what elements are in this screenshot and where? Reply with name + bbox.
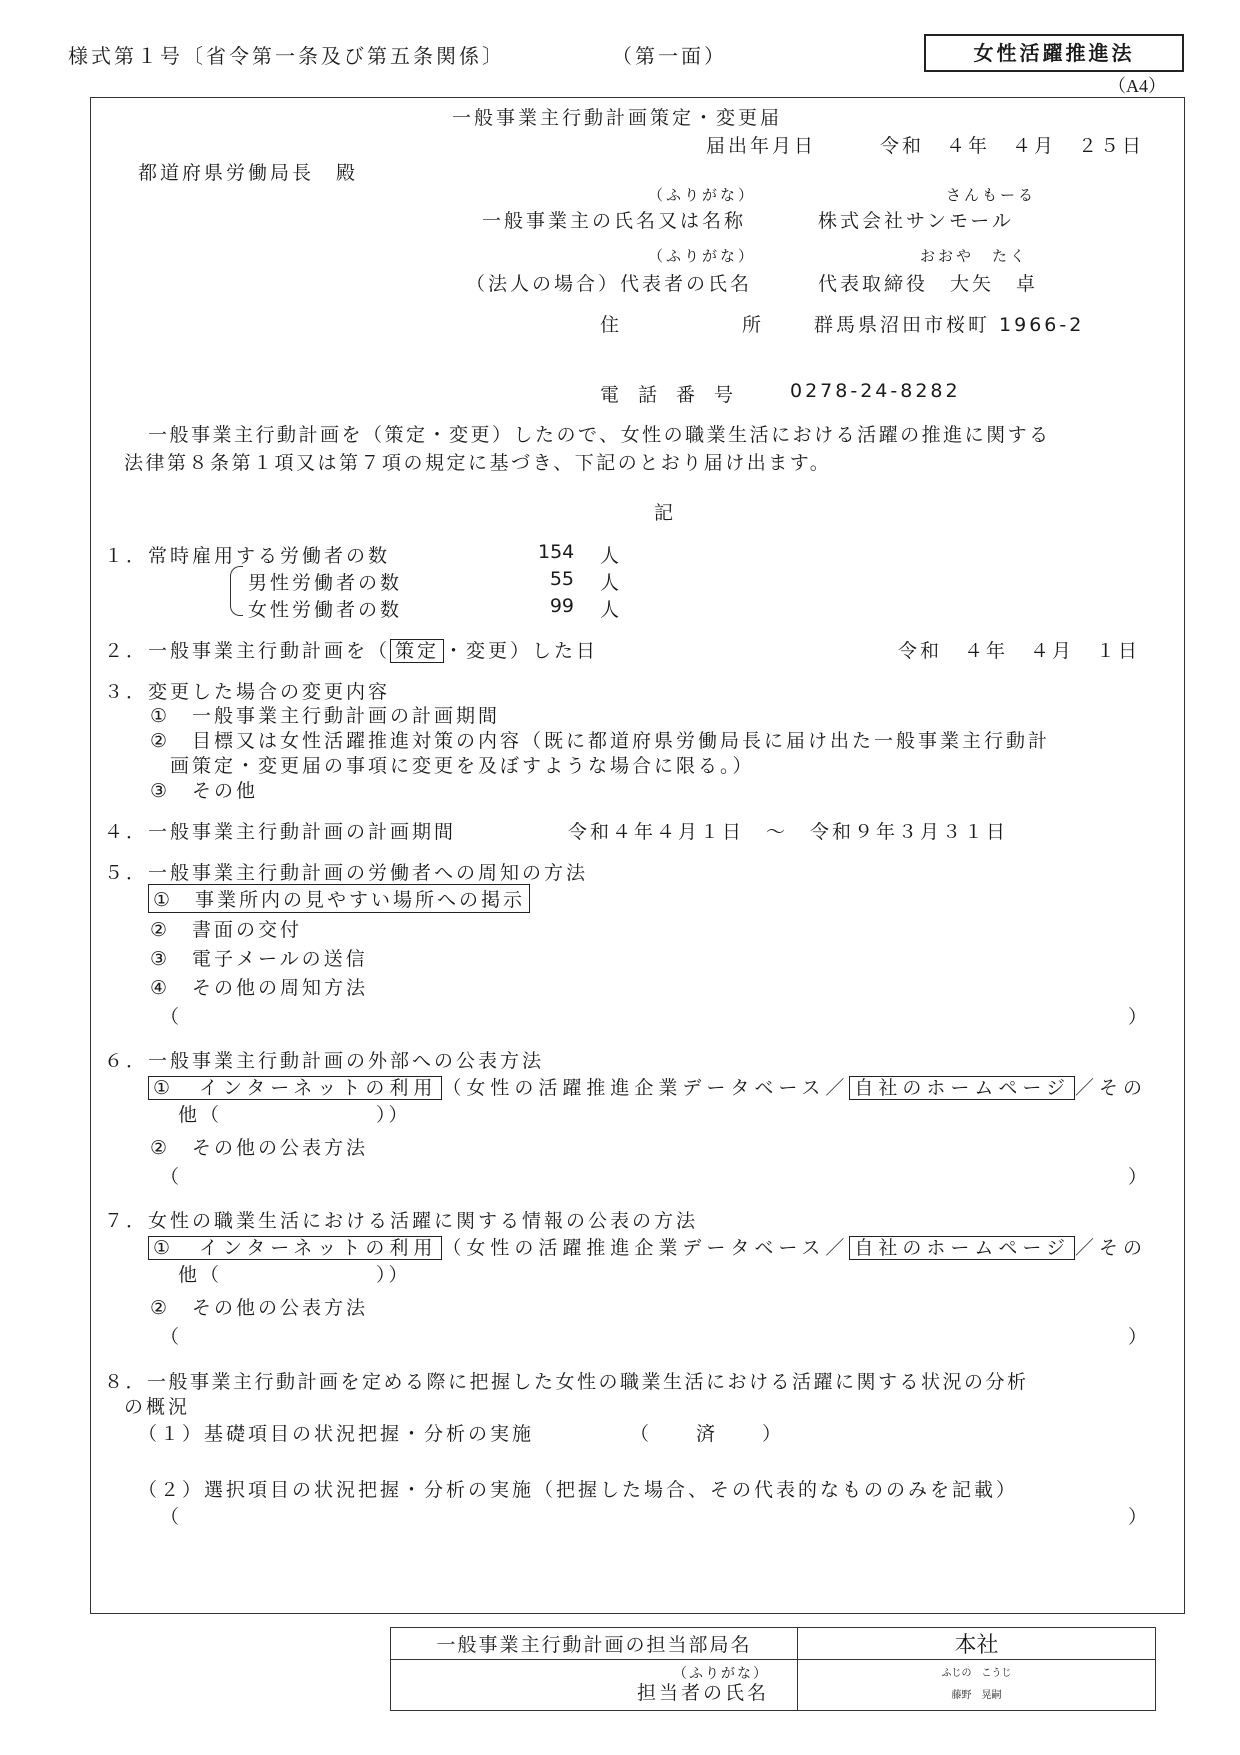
date-label: 届出年月日 bbox=[706, 135, 817, 157]
person-label-cell bbox=[391, 1660, 798, 1711]
item7-other-tail: ／その bbox=[1075, 1237, 1148, 1259]
item7-paren-close: ） bbox=[1128, 1326, 1148, 1348]
workers-brace bbox=[230, 566, 243, 616]
person-label: 担当者の氏名 bbox=[636, 1682, 769, 1704]
body-line-2: 法律第８条第１項又は第７項の規定に基づき、下記のとおり届け出ます。 bbox=[124, 452, 832, 474]
item5-opt1: ① 事業所内の見やすい場所への掲示 bbox=[148, 884, 530, 913]
paper-size: （A4） bbox=[1108, 76, 1166, 96]
item5-paren-close: ） bbox=[1128, 1006, 1148, 1028]
person-furigana-label: （ふりがな） bbox=[673, 1666, 769, 1682]
item6-paren-close: ） bbox=[1128, 1166, 1148, 1188]
address-label-2: 所 bbox=[742, 314, 762, 336]
item7-own-hp: 自社のホームページ bbox=[849, 1236, 1075, 1260]
furigana-label-rep: （ふりがな） bbox=[648, 247, 757, 265]
person-furigana: ふじの こうじ bbox=[941, 1668, 1012, 1679]
body-line-1: 一般事業主行動計画を（策定・変更）したので、女性の職業生活における活躍の推進に関する bbox=[148, 424, 1051, 446]
item3-opt2-line2: 画策定・変更届の事項に変更を及ぼすような場合に限る。） bbox=[170, 755, 755, 777]
item5-opt2: ② 書面の交付 bbox=[150, 919, 303, 941]
ki-mark: 記 bbox=[654, 502, 674, 524]
company-label: 一般事業主の氏名又は名称 bbox=[482, 210, 747, 232]
item7-other-line: 他（ ）） bbox=[178, 1264, 411, 1286]
item6-db-text: （女性の活躍推進企業データベース／ bbox=[442, 1077, 850, 1099]
item7-db-text: （女性の活躍推進企業データベース／ bbox=[442, 1237, 850, 1259]
addressee: 都道府県労働局長 殿 bbox=[138, 162, 359, 184]
item1-label: １．常時雇用する労働者の数 bbox=[104, 545, 391, 567]
item5-label: ５．一般事業主行動計画の労働者への周知の方法 bbox=[104, 862, 589, 884]
item3-opt2-line1: ② 目標又は女性活躍推進対策の内容（既に都道府県労働局長に届け出た一般事業主行動計 bbox=[150, 730, 1051, 752]
male-count: 55 bbox=[549, 568, 574, 590]
address-value: 群馬県沼田市桜町 1966-2 bbox=[814, 314, 1085, 336]
item6-paren-open: （ bbox=[160, 1166, 180, 1188]
item7-internet-line bbox=[148, 1233, 1147, 1260]
item8-paren-close: ） bbox=[1128, 1506, 1148, 1528]
item8-label-line2: の概況 bbox=[124, 1396, 191, 1418]
male-unit: 人 bbox=[600, 572, 620, 594]
item6-own-hp: 自社のホームページ bbox=[849, 1076, 1075, 1100]
item8-sub1-label: （１）基礎項目の状況把握・分析の実施 bbox=[138, 1423, 535, 1445]
form-face: （第一面） bbox=[612, 44, 727, 68]
item4-label: ４．一般事業主行動計画の計画期間 bbox=[104, 821, 457, 843]
item7-paren-open: （ bbox=[160, 1326, 180, 1348]
person-value-cell bbox=[798, 1660, 1156, 1711]
female-unit: 人 bbox=[600, 599, 620, 621]
item2-prefix: ２．一般事業主行動計画を（ bbox=[104, 640, 391, 662]
item3-label: ３．変更した場合の変更内容 bbox=[104, 681, 391, 703]
item7-opt2: ② その他の公表方法 bbox=[150, 1297, 369, 1319]
phone-value: 0278-24-8282 bbox=[790, 380, 961, 402]
item2-date: 令和 ４年 ４月 １日 bbox=[898, 640, 1141, 662]
form-number: 様式第１号〔省令第一条及び第五条関係〕 bbox=[68, 44, 505, 68]
item6-other-line: 他（ ）） bbox=[178, 1104, 411, 1126]
item6-opt2: ② その他の公表方法 bbox=[150, 1137, 369, 1159]
item2-line bbox=[104, 636, 598, 663]
item7-opt1: ① インターネットの利用 bbox=[148, 1236, 442, 1260]
date-value: 令和 ４年 ４月 ２５日 bbox=[880, 135, 1145, 157]
rep-label: （法人の場合）代表者の氏名 bbox=[466, 273, 753, 295]
item8-paren-open: （ bbox=[160, 1506, 180, 1528]
item4-period: 令和４年４月１日 ～ 令和９年３月３１日 bbox=[568, 821, 1009, 843]
dept-label: 一般事業主行動計画の担当部局名 bbox=[391, 1628, 798, 1660]
rep-furigana: おおや たく bbox=[920, 247, 1029, 265]
item7-label: ７．女性の職業生活における活躍に関する情報の公表の方法 bbox=[104, 1210, 699, 1232]
item8-label-line1: ８．一般事業主行動計画を定める際に把握した女性の職業生活における活躍に関する状況の分析 bbox=[104, 1371, 1029, 1393]
dept-value: 本社 bbox=[798, 1628, 1156, 1660]
item8-sub2-label: （２）選択項目の状況把握・分析の実施（把握した場合、その代表的なもののみを記載） bbox=[138, 1479, 1019, 1501]
item5-paren-open: （ bbox=[160, 1006, 180, 1028]
item5-opt4: ④ その他の周知方法 bbox=[150, 977, 369, 999]
company-furigana: さんもーる bbox=[946, 186, 1037, 204]
rep-name: 代表取締役 大矢 卓 bbox=[818, 273, 1039, 295]
item2-suffix: ・変更）した日 bbox=[444, 640, 599, 662]
item6-label: ６．一般事業主行動計画の外部への公表方法 bbox=[104, 1050, 545, 1072]
item3-opt1: ① 一般事業主行動計画の計画期間 bbox=[150, 705, 501, 727]
item6-internet-line bbox=[148, 1073, 1147, 1100]
female-count: 99 bbox=[549, 595, 574, 617]
address-label-1: 住 bbox=[600, 314, 620, 336]
male-label: 男性労働者の数 bbox=[248, 572, 403, 594]
item1-total: 154 bbox=[538, 541, 575, 563]
item6-opt1: ① インターネットの利用 bbox=[148, 1076, 442, 1100]
form-title: 一般事業主行動計画策定・変更届 bbox=[452, 107, 783, 129]
item5-opt3: ③ 電子メールの送信 bbox=[150, 948, 368, 970]
person-name: 藤野 晃嗣 bbox=[951, 1690, 1002, 1701]
company-name: 株式会社サンモール bbox=[818, 210, 1014, 232]
item8-sub1-value: （ 済 ） bbox=[630, 1423, 785, 1445]
phone-label: 電 話 番 号 bbox=[600, 384, 734, 406]
furigana-label-company: （ふりがな） bbox=[648, 186, 757, 204]
item6-other-tail: ／その bbox=[1075, 1077, 1148, 1099]
law-label: 女性活躍推進法 bbox=[924, 34, 1184, 72]
item1-unit: 人 bbox=[600, 545, 620, 567]
female-label: 女性労働者の数 bbox=[248, 599, 403, 621]
item3-opt3: ③ その他 bbox=[150, 780, 259, 802]
item2-selected-sakutei: 策定 bbox=[390, 639, 444, 663]
contact-table bbox=[390, 1627, 1156, 1711]
